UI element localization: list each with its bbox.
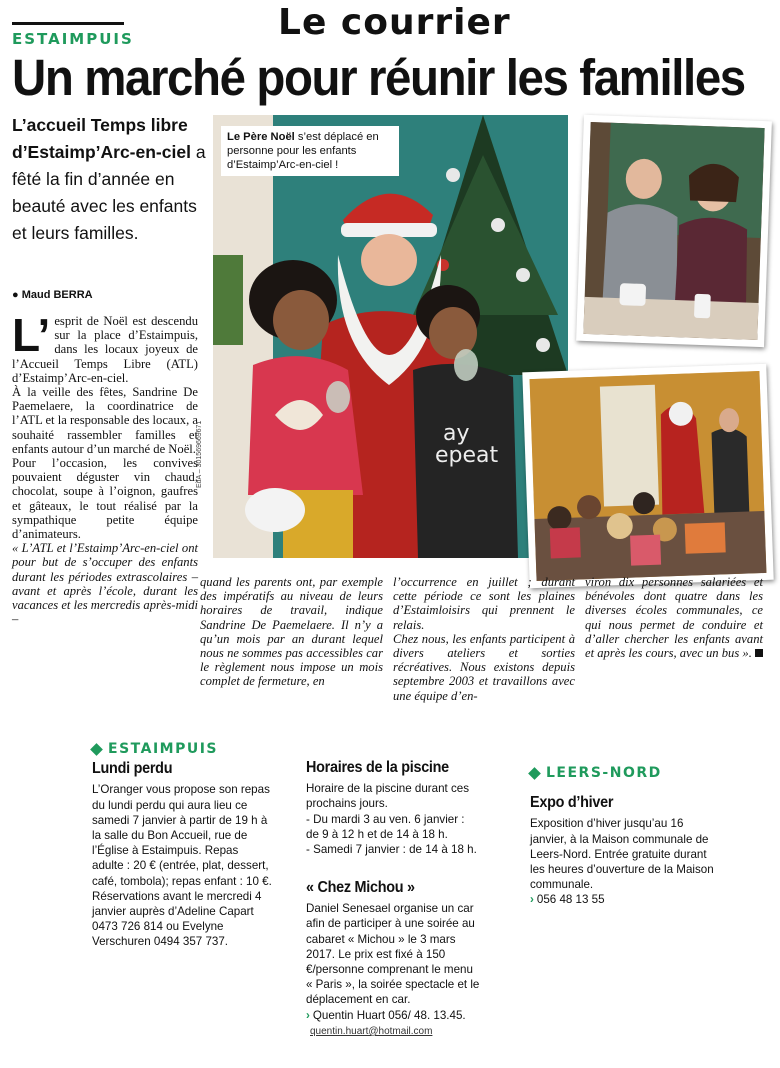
brief-body: Daniel Senesael organise un car afin de participer à une soirée au cabaret « Michou » le 3 mars 2017. Le prix est fixé à 150 €/personne comprenant le menu « Paris », la soirée spectacle et le déplacement en car. [306, 902, 480, 1007]
brief-contact [530, 892, 720, 907]
article-lead-rest: a fêté la fin d’année en beauté avec les enfants et leurs familles. [12, 142, 206, 243]
brief-region-label: ESTAIMPUIS [108, 741, 219, 757]
sweater-text-2: epeat [435, 443, 499, 468]
brief-contact-text: Quentin Huart 056/ 48. 13.45. [312, 1008, 466, 1022]
photo-caption-rest: s’est déplacé en personne pour les enfants d’Estaimp’Arc-en-ciel ! [227, 131, 379, 171]
brief-email-line [306, 1023, 481, 1039]
masthead: Le courrier [278, 2, 511, 43]
article-paragraph: Chez nous, les enfants participent à divers ateliers et sorties récréatives. Nous existons depuis septembre 2003 et travaillons avec une équipe d’en- [393, 631, 575, 703]
article-paragraph: esprit de Noël est descendu sur la place d’Estaimpuis, dans les locaux joyeux de l’Accueil Temps Libre (ATL) d’Estaimp’Arc-en-ciel. [12, 314, 198, 385]
brief-body: Exposition d’hiver jusqu’au 16 janvier, à la Maison communale de Leers-Nord. Entrée gratuite durant les heures d’ouverture de la Maison communale. [530, 817, 714, 892]
article-paragraph: l’occurrence en juillet ; durant cette période ce sont les plaines d’Estaimloisirs qui prennent le relais. [393, 575, 575, 632]
brief-chez-michou [306, 876, 481, 1039]
photo-credit: EdA – 301569669671 [196, 420, 203, 488]
brief-leers-nord [530, 766, 720, 908]
brief-contact-text: 056 48 13 55 [536, 893, 605, 907]
sweater-text-1: ay [443, 421, 470, 446]
article-paragraph-text: viron dix personnes salariées et bénévoles dont quatre dans les diverses écoles communales, ce qui nous permet de conduire et d’aller chercher les enfants avant et après les cours, avec un bus ». [585, 575, 763, 661]
rubric-rule [12, 22, 124, 25]
rubric-label: ESTAIMPUIS [12, 30, 134, 48]
brief-body: L’Oranger vous propose son repas du lundi perdu qui aura lieu ce samedi 7 janvier à partir de 19 h à la salle du Bon Accueil, rue de l’Église à Estaimpuis. Repas adulte : 20 € (entrée, plat, dessert, café, tombola); repas enfant : 10 €. Réservations avant le mercredi 4 janvier auprès d’Adeline Capart 0473 726 814 ou Evelyne Verschuren 0494 357 737. [92, 783, 272, 949]
brief-title: « Chez Michou » [306, 879, 415, 896]
main-photo-santa [213, 115, 568, 558]
article-column-1 [12, 309, 198, 627]
brief-email[interactable]: quentin.huart@hotmail.com [310, 1025, 433, 1037]
headline: Un marché pour réunir les familles [12, 49, 745, 106]
byline: ● Maud BERRA [12, 289, 93, 301]
chevron-right-icon: › [306, 1008, 310, 1022]
article-paragraph: « L’ATL et l’Estaimp’Arc-en-ciel ont pour but de s’occuper des enfants durant les périodes extrascolaires – avant et après l’école, durant les vacances et les mercredis après-midi – [12, 541, 198, 627]
brief-contact [306, 1008, 481, 1023]
brief-region [530, 766, 720, 781]
brief-schedule-line: - Du mardi 3 au ven. 6 janvier : de 9 à 12 h et de 14 à 18 h. [306, 812, 465, 841]
article-column-2 [200, 575, 383, 689]
side-photo-children-image [530, 371, 767, 581]
chevron-right-icon: › [530, 893, 534, 907]
side-photo-children [522, 364, 773, 588]
article-column-3 [393, 575, 575, 703]
main-photo-illustration [213, 115, 568, 558]
side-photo-volunteers-image [583, 122, 764, 340]
article-lead [12, 112, 210, 247]
brief-title: Lundi perdu [92, 760, 173, 778]
brief-piscine [306, 756, 478, 857]
dropcap: L’ [12, 309, 51, 361]
side-photo-volunteers [576, 115, 772, 347]
brief-title: Expo d’hiver [530, 794, 614, 812]
article-column-4 [585, 575, 763, 660]
photo-caption-bold: Le Père Noël [227, 131, 295, 143]
photo-caption [221, 126, 399, 176]
article-paragraph [585, 575, 763, 660]
brief-body: Horaire de la piscine durant ces prochains jours. [306, 782, 470, 811]
diamond-icon [528, 767, 541, 780]
diamond-icon [90, 743, 103, 756]
article-paragraph: Pour l’occasion, les convives pouvaient déguster vin chaud, chocolat, soupe à l’oignon, gaufres et gâteaux, le tout réalisé par la sympathique petite équipe d’animateurs. [12, 456, 198, 542]
article-paragraph: quand les parents ont, par exemple des impératifs au niveau de leurs horaires de travail, indique Sandrine De Paemelaere. Il n’y a qu’un mois par an durant lequel nous ne sommes pas accessibles car le règlement nous impose un mois complet de fermeture, en [200, 575, 383, 689]
article-paragraph: À la veille des fêtes, Sandrine De Paemelaere, la coordinatrice de l’ATL et la responsable des locaux, a souhaité rassembler familles et enfants autour d’un marché de Noël. [12, 385, 198, 456]
brief-region [92, 742, 272, 757]
brief-estaimpuis [92, 742, 272, 950]
brief-schedule-line: - Samedi 7 janvier : de 14 à 18 h. [306, 843, 477, 857]
brief-region-label: LEERS-NORD [546, 765, 662, 781]
article-lead-bold: L’accueil Temps libre d’Estaimp’Arc-en-ciel [12, 115, 191, 162]
end-of-article-mark [755, 649, 763, 657]
brief-title: Horaires de la piscine [306, 759, 449, 776]
